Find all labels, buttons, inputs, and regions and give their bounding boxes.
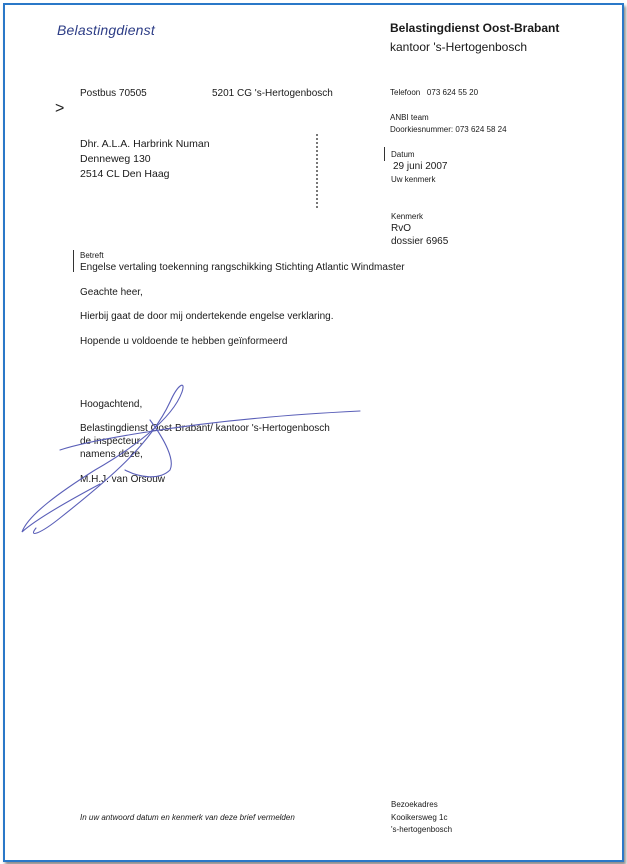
doorkies-value: 073 624 58 24 (455, 125, 507, 134)
salutation: Geachte heer, (80, 287, 143, 298)
footer-note: In uw antwoord datum en kenmerk van deze brief vermelden (80, 813, 295, 822)
org-name: Belastingdienst Oost-Brabant (390, 21, 560, 35)
bezoek-street: Kooikersweg 1c (391, 813, 448, 822)
chevron-right-icon: > (55, 100, 65, 117)
recipient-name: Dhr. A.L.A. Harbrink Numan (80, 138, 210, 150)
datum-value: 29 juni 2007 (393, 161, 448, 172)
bezoek-label: Bezoekadres (391, 800, 438, 809)
signer-name: M.H.J. van Orsouw (80, 474, 166, 485)
org-office: kantoor 's-Hertogenbosch (390, 40, 528, 54)
sender-postbus: Postbus 70505 (80, 88, 147, 99)
kenmerk-value-2: dossier 6965 (391, 236, 449, 247)
bezoek-city: 's-hertogenbosch (391, 825, 453, 834)
uw-kenmerk-label: Uw kenmerk (391, 175, 436, 184)
kenmerk-label: Kenmerk (391, 212, 424, 221)
betreft-label: Betreft (80, 251, 104, 260)
kenmerk-value-1: RvO (391, 223, 411, 234)
closing-role-2: namens deze, (80, 449, 143, 460)
subject-text: Engelse vertaling toekenning rangschikking Stichting Atlantic Windmaster (80, 262, 405, 273)
telefoon-value: 073 624 55 20 (426, 88, 479, 97)
body-paragraph-1: Hierbij gaat de door mij ondertekende engelse verklaring. (80, 311, 334, 322)
team-name: ANBI team (390, 113, 429, 122)
datum-label: Datum (391, 150, 415, 159)
closing-greeting: Hoogachtend, (80, 399, 143, 410)
sender-postcode-city: 5201 CG 's-Hertogenbosch (212, 88, 333, 99)
closing-org: Belastingdienst Oost-Brabant/ kantoor 's-Hertogenbosch (80, 423, 330, 434)
telefoon-label: Telefoon (390, 88, 421, 97)
doorkies-label: Doorkiesnummer: (390, 125, 454, 134)
recipient-street: Denneweg 130 (80, 153, 151, 165)
recipient-city: 2514 CL Den Haag (80, 168, 170, 180)
body-paragraph-2: Hopende u voldoende te hebben geïnformeerd (80, 336, 288, 347)
belastingdienst-logo: Belastingdienst (57, 22, 155, 38)
closing-role-1: de inspecteur, (80, 436, 143, 447)
